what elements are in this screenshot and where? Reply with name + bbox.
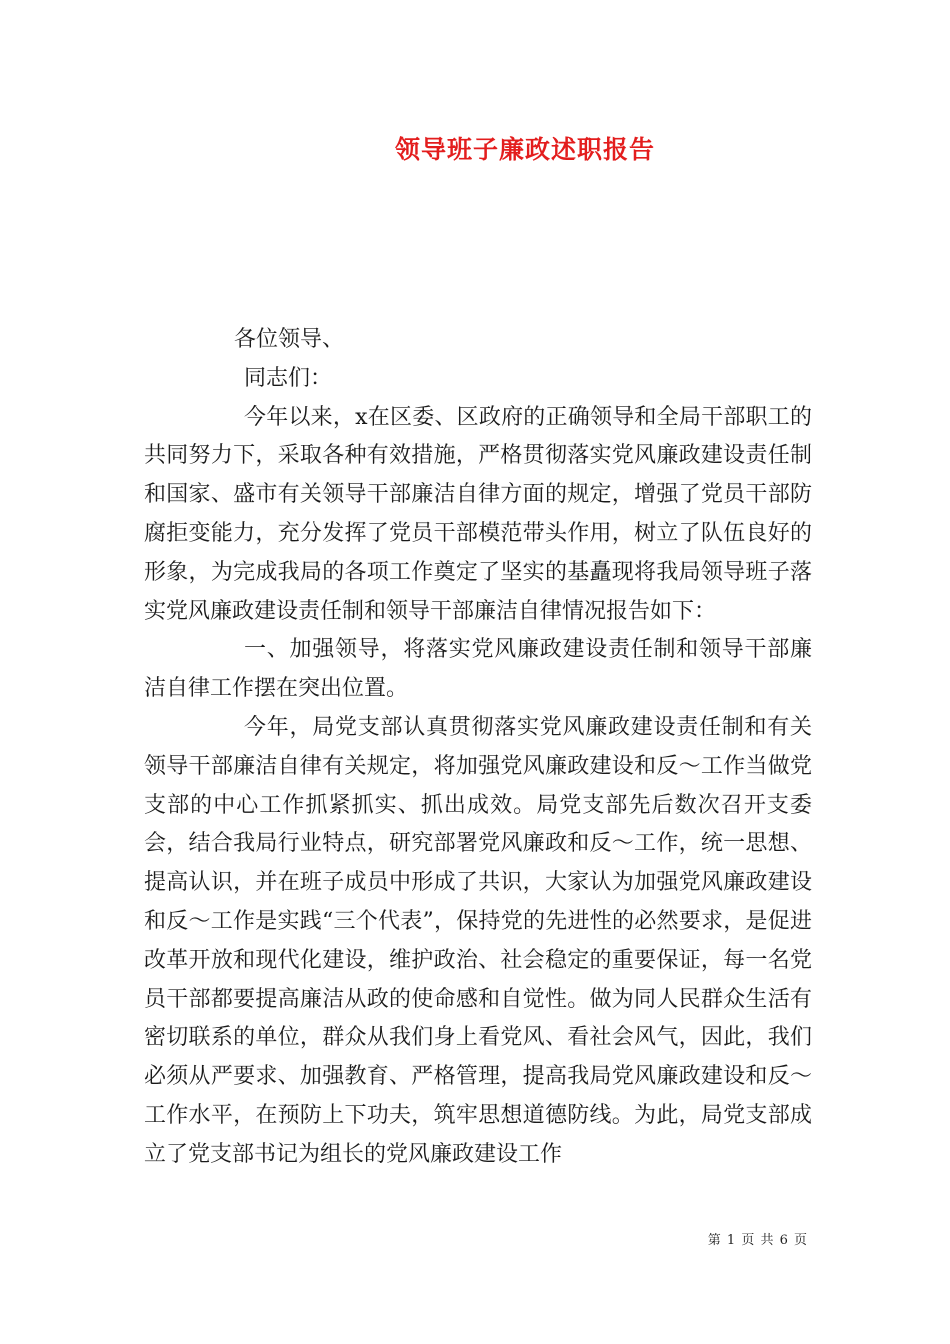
- salutation-line-1: 各位领导、: [234, 327, 345, 352]
- salutation-line-2: 同志们：: [244, 365, 333, 391]
- document-body: [144, 321, 812, 1175]
- paragraph-intro: 今年以来，x在区委、区政府的正确领导和全局干部职工的共同努力下，采取各种有效措施，严格贯彻落实党风廉政建设责任制和国家、盛市有关领导干部廉洁自律方面的规定，增强了党员干部防腐拒变能力，充分发挥了党员干部模范带头作用，树立了队伍良好的形象，为完成我局的各项工作奠定了坚实的基矗现将我局领导班子落实党风廉政建设责任制和领导干部廉洁自律情况报告如下：: [144, 404, 812, 624]
- document-title: 领导班子廉政述职报告: [394, 135, 655, 164]
- paragraph-section-body: 今年，局党支部认真贯彻落实党风廉政建设责任制和有关领导干部廉洁自律有关规定，将加强党风廉政建设和反～工作当做党支部的中心工作抓紧抓实、抓出成效。局党支部先后数次召开支委会，结合我局行业特点，研究部署党风廉政和反～工作，统一思想、提高认识，并在班子成员中形成了共识，大家认为加强党风廉政建设和反～工作是实践“三个代表”，保持党的先进性的必然要求，是促进改革开放和现代化建设，维护政治、社会稳定的重要保证，每一名党员干部都要提高廉洁从政的使命感和自觉性。做为同人民群众生活有密切联系的单位，群众从我们身上看党风、看社会风气，因此，我们必须从严要求、加强教育、严格管理，提高我局党风廉政建设和反～工作水平，在预防上下功夫，筑牢思想道德防线。为此，局党支部成立了党支部书记为组长的党风廉政建设工作: [144, 714, 812, 1167]
- page-number-footer: 第 1 页 共 6 页: [707, 1233, 808, 1248]
- paragraph-section-heading: 一、加强领导，将落实党风廉政建设责任制和领导干部廉洁自律工作摆在突出位置。: [144, 637, 812, 702]
